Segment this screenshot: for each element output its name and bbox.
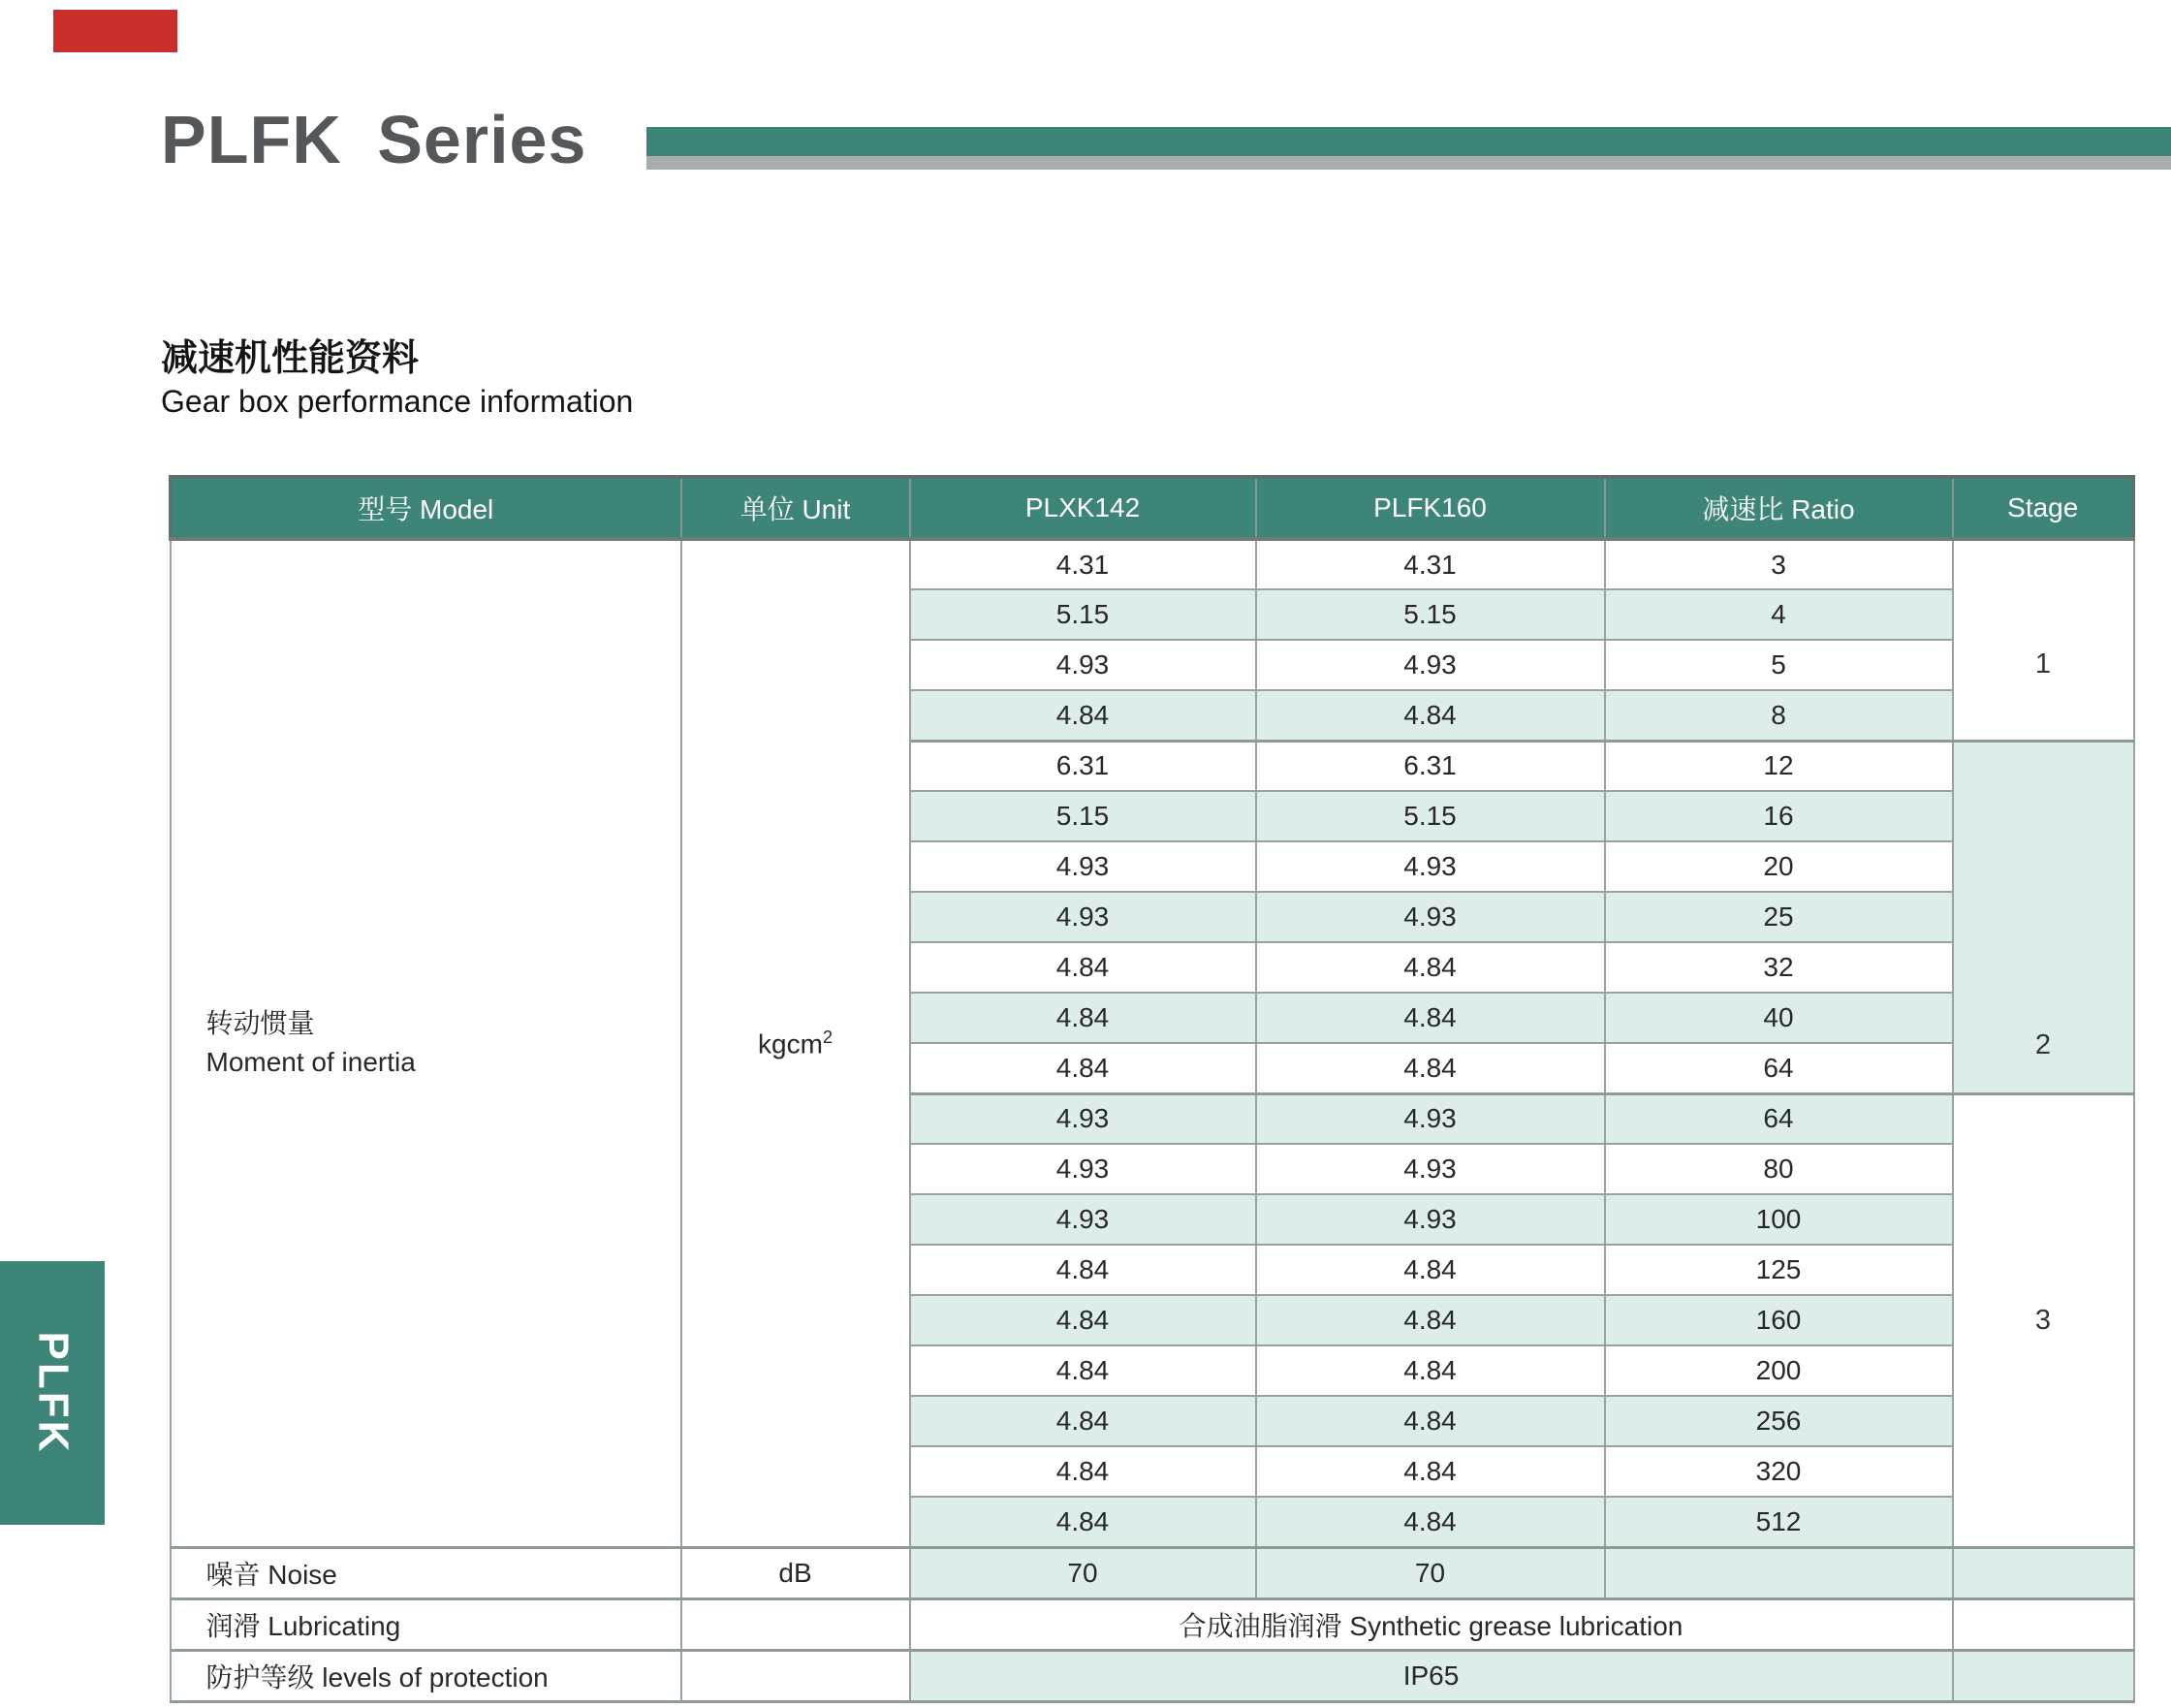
cell-ratio: 8 — [1605, 690, 1953, 741]
lubricating-row — [171, 1598, 2134, 1650]
cell-plxk142: 4.84 — [910, 1245, 1256, 1295]
page-title: PLFK Series — [161, 102, 587, 177]
cell-plxk142: 4.84 — [910, 1497, 1256, 1547]
cell-plfk160: 4.84 — [1256, 1245, 1605, 1295]
cell-plfk160: 4.93 — [1256, 640, 1605, 690]
col-header-stage: Stage — [1953, 477, 2134, 539]
cell-plxk142: 4.84 — [910, 993, 1256, 1043]
noise-unit: dB — [681, 1547, 910, 1598]
cell-ratio: 3 — [1605, 539, 1953, 589]
noise-ratio-empty — [1605, 1547, 1953, 1598]
col-header-plxk142: PLXK142 — [910, 477, 1256, 539]
cell-plfk160: 4.31 — [1256, 539, 1605, 589]
header-row — [171, 477, 2134, 539]
noise-plxk142: 70 — [910, 1547, 1256, 1598]
lubricating-unit-empty — [681, 1598, 910, 1650]
cell-plxk142: 4.31 — [910, 539, 1256, 589]
cell-plxk142: 4.84 — [910, 1345, 1256, 1396]
inertia-label-cell — [171, 539, 681, 1547]
table-row — [171, 539, 2134, 589]
unit-exponent: 2 — [822, 1027, 833, 1047]
cell-plfk160: 4.93 — [1256, 892, 1605, 942]
cell-ratio: 100 — [1605, 1194, 1953, 1245]
section-title-zh: 减速机性能资料 — [161, 338, 420, 379]
cell-plxk142: 4.84 — [910, 1295, 1256, 1345]
cell-plxk142: 6.31 — [910, 741, 1256, 791]
inertia-label-en: Moment of inertia — [205, 1047, 416, 1078]
cell-ratio: 256 — [1605, 1396, 1953, 1446]
col-header-model: 型号 Model — [171, 477, 681, 539]
cell-ratio: 64 — [1605, 1043, 1953, 1093]
cell-plxk142: 4.84 — [910, 1446, 1256, 1497]
cell-plfk160: 4.84 — [1256, 1295, 1605, 1345]
cell-ratio: 64 — [1605, 1093, 1953, 1144]
cell-plfk160: 4.84 — [1256, 690, 1605, 741]
cell-plxk142: 4.93 — [910, 1093, 1256, 1144]
cell-plxk142: 4.84 — [910, 1043, 1256, 1093]
noise-stage-empty — [1953, 1547, 2134, 1598]
cell-ratio: 160 — [1605, 1295, 1953, 1345]
col-header-unit: 单位 Unit — [681, 477, 910, 539]
cell-plxk142: 4.93 — [910, 640, 1256, 690]
cell-plfk160: 4.93 — [1256, 1093, 1605, 1144]
cell-plxk142: 4.93 — [910, 892, 1256, 942]
cell-plfk160: 5.15 — [1256, 589, 1605, 640]
protection-row — [171, 1650, 2134, 1701]
protection-unit-empty — [681, 1650, 910, 1701]
cell-plfk160: 6.31 — [1256, 741, 1605, 791]
cell-plxk142: 4.93 — [910, 1194, 1256, 1245]
cell-plxk142: 4.93 — [910, 841, 1256, 892]
protection-value: IP65 — [910, 1650, 1953, 1701]
performance-table-wrap — [169, 475, 2135, 1703]
cell-plxk142: 4.84 — [910, 942, 1256, 993]
cell-plfk160: 4.84 — [1256, 1345, 1605, 1396]
cell-ratio: 320 — [1605, 1446, 1953, 1497]
cell-plfk160: 4.84 — [1256, 1446, 1605, 1497]
cell-plxk142: 5.15 — [910, 791, 1256, 841]
stage-2-cell: 2 — [1953, 741, 2134, 1093]
cell-plfk160: 4.84 — [1256, 1497, 1605, 1547]
cell-plfk160: 4.84 — [1256, 993, 1605, 1043]
col-header-ratio: 减速比 Ratio — [1605, 477, 1953, 539]
cell-plfk160: 4.93 — [1256, 841, 1605, 892]
cell-ratio: 512 — [1605, 1497, 1953, 1547]
cell-ratio: 16 — [1605, 791, 1953, 841]
cell-plxk142: 4.93 — [910, 1144, 1256, 1194]
stage-3-cell: 3 — [1953, 1093, 2134, 1547]
noise-label: 噪音 Noise — [171, 1547, 681, 1598]
col-header-plfk160: PLFK160 — [1256, 477, 1605, 539]
cell-ratio: 5 — [1605, 640, 1953, 690]
cell-plfk160: 5.15 — [1256, 791, 1605, 841]
protection-label: 防护等级 levels of protection — [171, 1650, 681, 1701]
cell-plfk160: 4.84 — [1256, 1043, 1605, 1093]
title-rule-gray — [646, 156, 2171, 170]
inertia-unit-cell — [681, 539, 910, 1547]
cell-ratio: 4 — [1605, 589, 1953, 640]
cell-plfk160: 4.93 — [1256, 1144, 1605, 1194]
cell-ratio: 25 — [1605, 892, 1953, 942]
cell-ratio: 12 — [1605, 741, 1953, 791]
section-title-en: Gear box performance information — [161, 384, 634, 419]
side-tab — [0, 1261, 105, 1525]
protection-stage-empty — [1953, 1650, 2134, 1701]
stage-1-cell: 1 — [1953, 539, 2134, 741]
cell-ratio: 80 — [1605, 1144, 1953, 1194]
cell-ratio: 32 — [1605, 942, 1953, 993]
title-rule-teal — [646, 127, 2171, 156]
cell-ratio: 20 — [1605, 841, 1953, 892]
noise-plfk160: 70 — [1256, 1547, 1605, 1598]
corner-color-tag — [53, 10, 177, 52]
noise-row — [171, 1547, 2134, 1598]
cell-plfk160: 4.84 — [1256, 1396, 1605, 1446]
cell-ratio: 40 — [1605, 993, 1953, 1043]
cell-plfk160: 4.84 — [1256, 942, 1605, 993]
cell-plxk142: 5.15 — [910, 589, 1256, 640]
side-tab-label: PLFK — [29, 1331, 78, 1455]
unit-base: kgcm — [758, 1028, 823, 1059]
cell-plxk142: 4.84 — [910, 1396, 1256, 1446]
lubricating-value: 合成油脂润滑 Synthetic grease lubrication — [910, 1598, 1953, 1650]
cell-ratio: 125 — [1605, 1245, 1953, 1295]
performance-table — [169, 475, 2135, 1703]
cell-ratio: 200 — [1605, 1345, 1953, 1396]
lubricating-label: 润滑 Lubricating — [171, 1598, 681, 1650]
cell-plfk160: 4.93 — [1256, 1194, 1605, 1245]
inertia-label-zh: 转动惯量 — [205, 1007, 315, 1038]
cell-plxk142: 4.84 — [910, 690, 1256, 741]
lubricating-stage-empty — [1953, 1598, 2134, 1650]
